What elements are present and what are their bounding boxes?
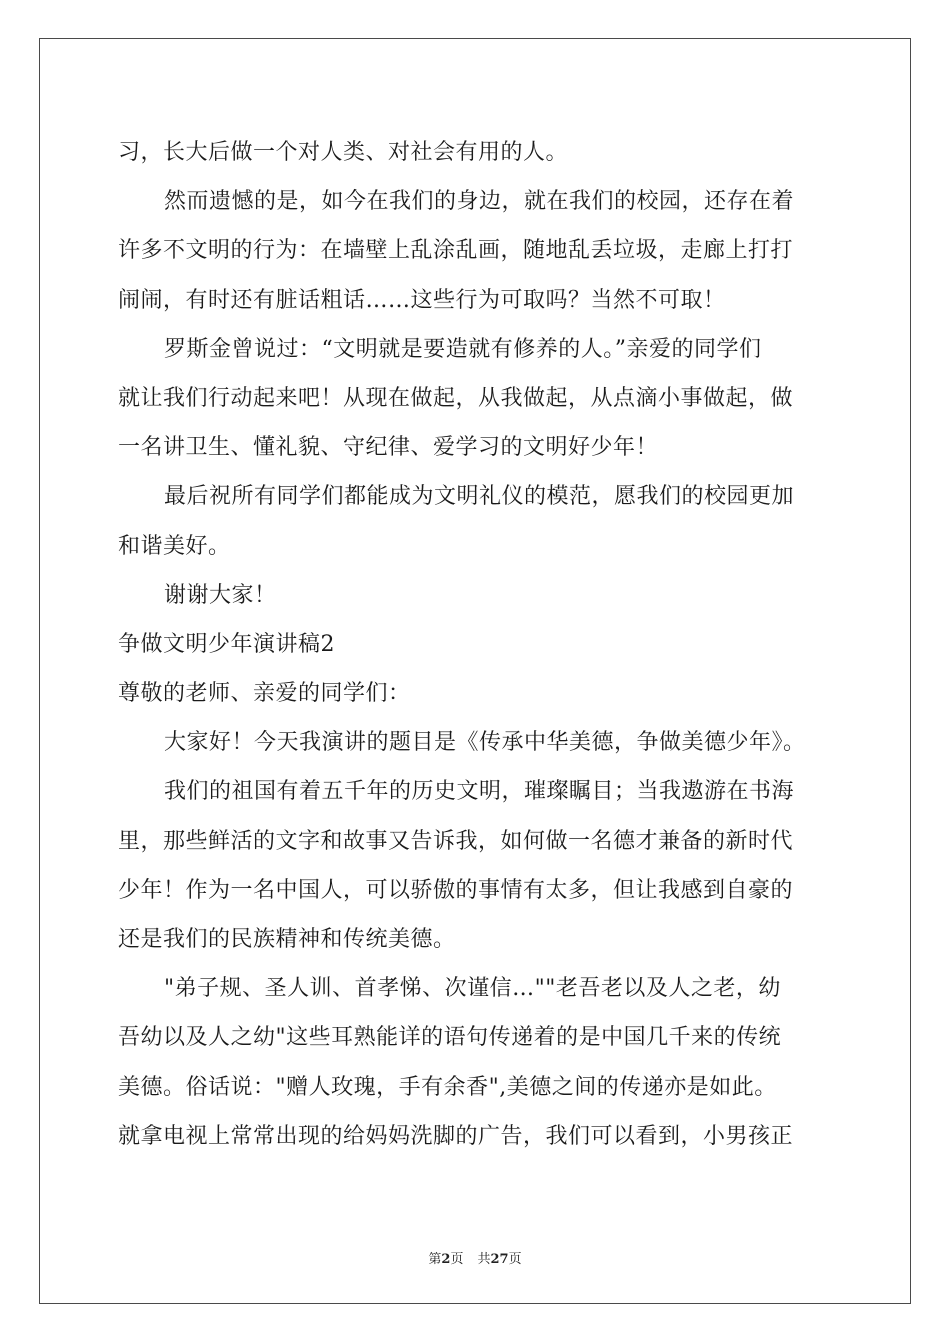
document-body <box>118 128 838 1161</box>
text-line: 罗斯金曾说过：“文明就是要造就有修养的人。”亲爱的同学们 <box>164 336 762 362</box>
text-line: 大家好！今天我演讲的题目是《传承中华美德，争做美德少年》。 <box>164 730 806 756</box>
text-line: 美德。俗话说："赠人玫瑰，手有余香",美德之间的传递亦是如此。 <box>118 1074 777 1100</box>
current-page-number: 2 <box>441 1252 451 1267</box>
text-line: 里，那些鲜活的文字和故事又告诉我，如何做一名德才兼备的新时代 <box>118 828 794 854</box>
text-line: 吾幼以及人之幼"这些耳熟能详的语句传递着的是中国几千来的传统 <box>118 1025 782 1051</box>
text-line: "弟子规、圣人训、首孝悌、次谨信…""老吾老以及人之老，幼 <box>164 976 781 1002</box>
text-line: 许多不文明的行为：在墙壁上乱涂乱画，随地乱丢垃圾，走廊上打打 <box>118 238 794 264</box>
text-line: 闹闹，有时还有脏话粗话……这些行为可取吗？当然不可取！ <box>118 287 726 313</box>
text-line: 和谐美好。 <box>118 533 231 559</box>
text-line: 然而遗憾的是，如今在我们的身边，就在我们的校园，还存在着 <box>164 189 795 215</box>
text-line: 一名讲卫生、懂礼貌、守纪律、爱学习的文明好少年！ <box>118 435 659 461</box>
text-line: 最后祝所有同学们都能成为文明礼仪的模范，愿我们的校园更加 <box>164 484 795 510</box>
text-line: 就让我们行动起来吧！从现在做起，从我做起，从点滴小事做起，做 <box>118 385 794 411</box>
footer-page-suffix: 页 <box>450 1252 464 1267</box>
footer-total-suffix: 页 <box>508 1252 522 1267</box>
footer-prefix: 第 <box>428 1252 442 1267</box>
text-line: 谢谢大家！ <box>164 582 277 608</box>
text-line: 习，长大后做一个对人类、对社会有用的人。 <box>118 140 569 165</box>
text-line: 争做文明少年演讲稿2 <box>118 631 335 657</box>
page-footer <box>0 1248 950 1267</box>
footer-total-prefix: 共 <box>477 1252 491 1267</box>
total-page-number: 27 <box>490 1252 509 1267</box>
text-line: 我们的祖国有着五千年的历史文明，璀璨瞩目；当我遨游在书海 <box>164 779 795 805</box>
text-line: 尊敬的老师、亲爱的同学们： <box>118 681 411 707</box>
text-line: 就拿电视上常常出现的给妈妈洗脚的广告，我们可以看到，小男孩正 <box>118 1123 794 1149</box>
text-line: 还是我们的民族精神和传统美德。 <box>118 927 456 952</box>
text-line: 少年！作为一名中国人，可以骄傲的事情有太多，但让我感到自豪的 <box>118 877 794 903</box>
